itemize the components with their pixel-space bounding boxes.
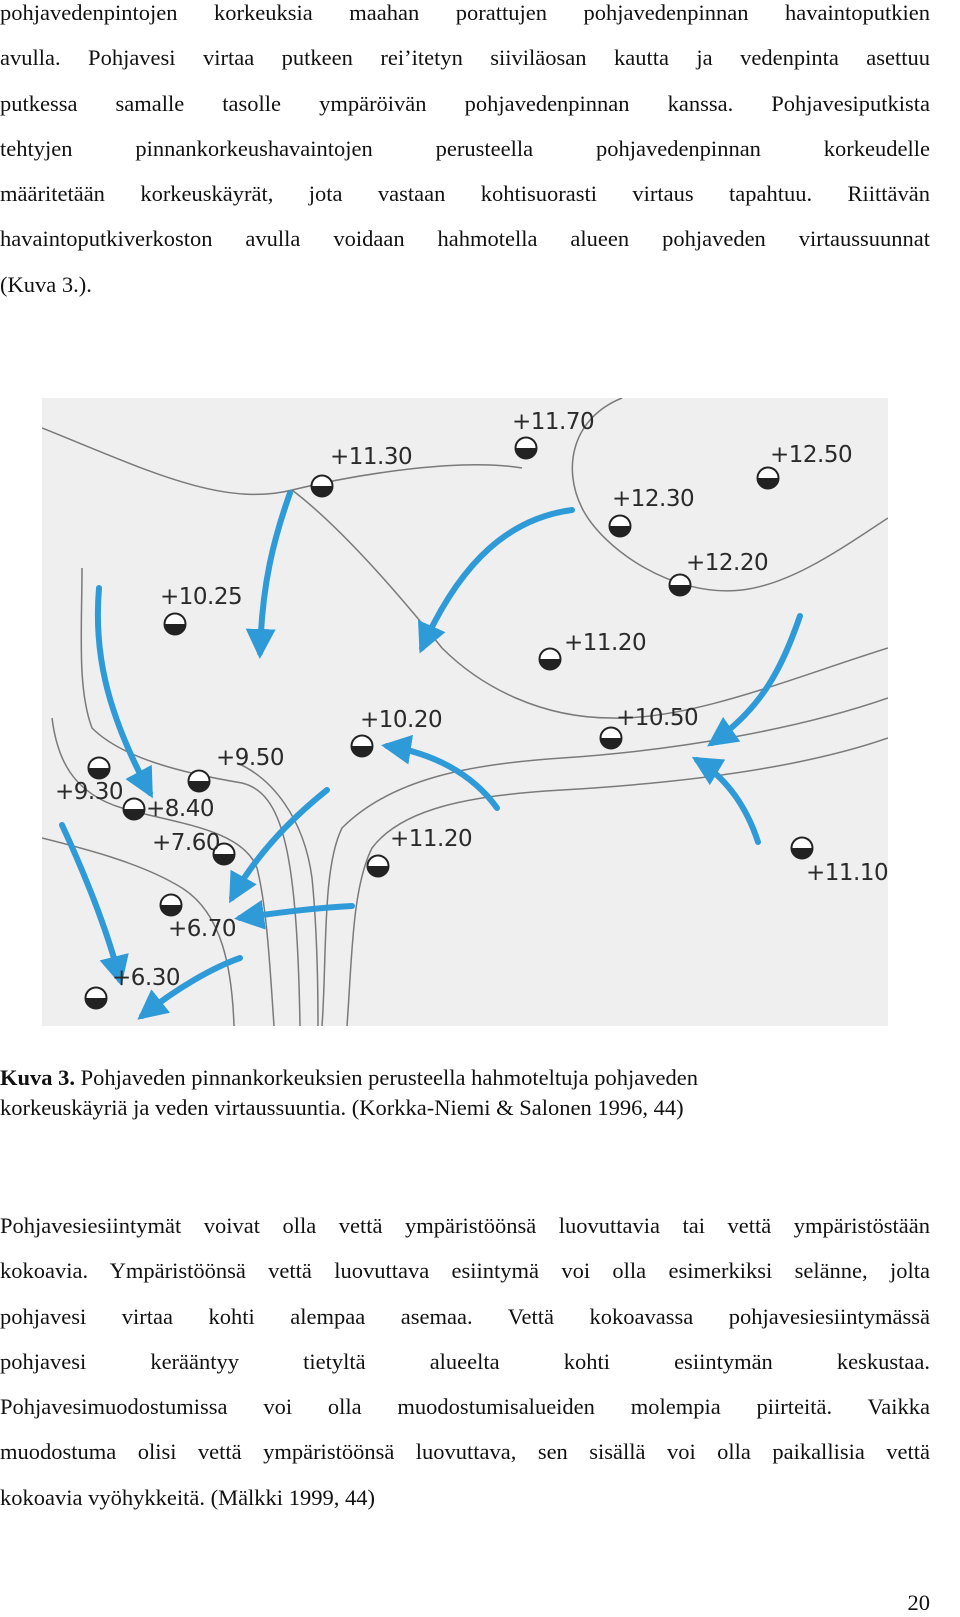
elevation-label: +11.20	[390, 826, 473, 852]
flow-arrow	[422, 510, 572, 648]
elevation-label: +11.70	[512, 409, 595, 435]
well-icon	[89, 758, 110, 779]
elevation-label: +7.60	[152, 830, 220, 856]
text-line: pohjavedenpintojen korkeuksia maahan porattujen pohjavedenpinnan havaintoputkien	[0, 0, 930, 25]
flow-arrow	[697, 760, 758, 842]
figure-caption	[0, 1063, 930, 1123]
text-line: havaintoputkiverkoston avulla voidaan hahmotella alueen pohjaveden virtaussuunnat	[0, 226, 930, 252]
caption-text: Pohjaveden pinnankorkeuksien perusteella hahmoteltuja pohjaveden	[80, 1065, 698, 1090]
text-line: avulla. Pohjavesi virtaa putkeen rei’itetyn siiviläosan kautta ja vedenpinta asettuu	[0, 45, 930, 71]
well-icon	[352, 736, 373, 757]
elevation-label: +11.20	[564, 630, 647, 656]
text-line: Pohjavesiesiintymät voivat olla vettä ympäristöönsä luovuttavia tai vettä ympäristöstään	[0, 1213, 930, 1238]
well-icon	[312, 476, 333, 497]
contour-line	[237, 763, 318, 1026]
elevation-label: +9.50	[216, 745, 284, 771]
well-icon	[758, 468, 779, 489]
body-paragraph-bottom	[0, 1203, 930, 1520]
well-icon	[189, 771, 210, 792]
well-icon	[368, 856, 389, 877]
well-icon	[610, 516, 631, 537]
page-number: 20	[907, 1590, 930, 1615]
well-icon	[792, 838, 813, 859]
text-line: tehtyjen pinnankorkeushavaintojen perusteella pohjavedenpinnan korkeudelle	[0, 135, 930, 161]
well-icon	[540, 649, 561, 670]
elevation-label: +11.10	[806, 860, 888, 886]
contour-line	[292, 490, 888, 718]
text-line: Pohjavesimuodostumissa voi olla muodostumisalueiden molempia piirteitä. Vaikka	[0, 1394, 930, 1420]
text-line: (Kuva 3.).	[0, 271, 92, 297]
caption-line: korkeuskäyriä ja veden virtaussuuntia. (Korkka-Niemi & Salonen 1996, 44)	[0, 1095, 684, 1120]
caption-line	[0, 1063, 930, 1093]
contour-line	[42, 428, 522, 494]
text-line: muodostuma olisi vettä ympäristöönsä luovuttava, sen sisällä voi olla paikallisia vettä	[0, 1439, 930, 1465]
contour-map	[42, 398, 888, 1026]
elevation-label: +10.50	[616, 705, 699, 731]
body-paragraph-top	[0, 0, 930, 307]
text-line: kokoavia. Ympäristöönsä vettä luovuttava esiintymä voi olla esimerkiksi selänne, jolta	[0, 1258, 930, 1284]
text-line: pohjavesi kerääntyy tietyltä alueelta kohti esiintymän keskustaa.	[0, 1348, 930, 1374]
elevation-label: +12.50	[770, 442, 853, 468]
well-icon	[161, 895, 182, 916]
well-icon	[165, 614, 186, 635]
elevation-label: +10.25	[160, 584, 243, 610]
elevation-label: +6.30	[112, 965, 180, 991]
elevation-label: +11.30	[330, 444, 413, 470]
caption-label: Kuva 3.	[0, 1065, 76, 1090]
flow-arrow	[712, 616, 800, 743]
elevation-label: +8.40	[146, 796, 214, 822]
elevation-label: +10.20	[360, 707, 443, 733]
text-line: määritetään korkeuskäyrät, jota vastaan kohtisuorasti virtaus tapahtuu. Riittävän	[0, 181, 930, 207]
well-icon	[516, 438, 537, 459]
text-line: putkessa samalle tasolle ympäröivän pohjavedenpinnan kanssa. Pohjavesiputkista	[0, 90, 930, 116]
flow-arrow	[260, 493, 290, 653]
well-icon	[670, 575, 691, 596]
groundwater-contour-figure	[42, 398, 888, 1026]
elevation-label: +12.30	[612, 486, 695, 512]
elevation-label: +6.70	[168, 916, 236, 942]
text-line: pohjavesi virtaa kohti alempaa asemaa. Vettä kokoavassa pohjavesiesiintymässä	[0, 1303, 930, 1329]
elevation-label: +9.30	[55, 779, 123, 805]
elevation-label: +12.20	[686, 550, 769, 576]
flow-arrow	[62, 825, 120, 980]
well-icon	[86, 988, 107, 1009]
text-line: kokoavia vyöhykkeitä. (Mälkki 1999, 44)	[0, 1484, 375, 1510]
well-icon	[124, 799, 145, 820]
